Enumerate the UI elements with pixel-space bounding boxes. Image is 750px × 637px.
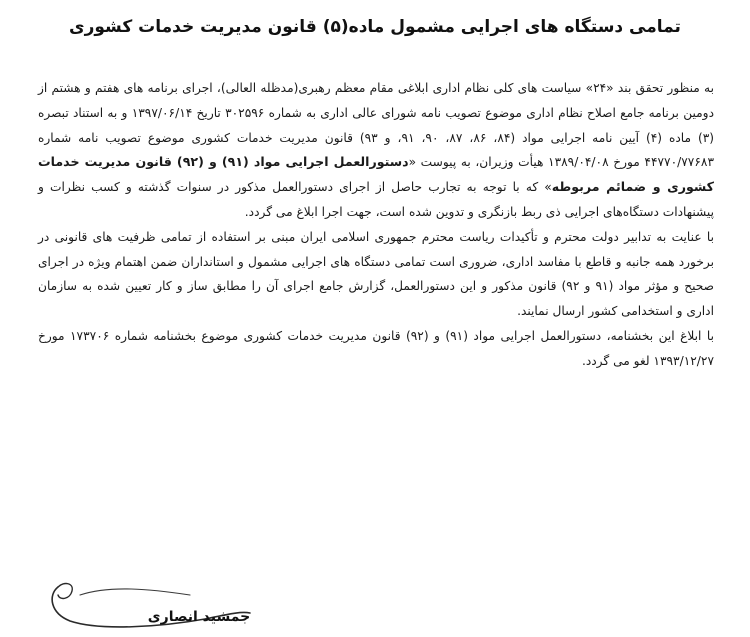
paragraph-2: با عنایت به تدابیر دولت محترم و تأکیدات ریاست محترم جمهوری اسلامی ایران مبنی بر استفاده از تمامی ظرفیت های قانونی در برخورد همه جانبه و قاطع با مفاسد اداری، ضروری است تمامی دستگاه های اجرایی مشمول و استانداران ضمن اهتمام ویژه در اجرای صحیح و مؤثر مواد (۹۱ و ۹۲) قانون مذکور و این دستورالعمل، گزارش جامع اجرای آن را مطابق ساز و کار تعیین شده به سازمان اداری و استخدامی کشور ارسال نمایند.	[38, 229, 714, 319]
paragraph-1-part-2: » که با توجه به تجارب حاصل از اجرای دستورالعمل مذکور در سنوات گذشته و کسب نظرات و پیشنهادات دستگاه‌های اجرایی ذی ربط بازنگری و تدوین شده است، جهت اجرا ابلاغ می گردد.	[38, 180, 714, 219]
instruction-title-bold: دستورالعمل اجرایی مواد (۹۱) و (۹۲) قانون مدیریت خدمات کشوری و ضمائم مربوطه	[38, 154, 714, 195]
signer-name: جمشید انصاری	[147, 609, 251, 625]
document-title: تمامی دستگاه های اجرایی مشمول ماده(۵) قانون مدیریت خدمات کشوری	[69, 17, 681, 37]
paragraph-1	[38, 76, 714, 225]
document-body	[38, 76, 714, 374]
paragraph-1-part-1: به منظور تحقق بند «۲۴» سیاست های کلی نظام اداری ابلاغی مقام معظم رهبری(مدظله العالی)، اجرای برنامه های هفتم و هشتم از دومین برنامه جامع اصلاح نظام اداری موضوع تصویب نامه شورای عالی اداری به شماره ۳۰۲۵۹۶ تاریخ ۱۳۹۷/۰۶/۱۴ و به استناد تبصره (۳) ماده (۴) آیین نامه اجرایی مواد (۸۴، ۸۶، ۸۷، ۹۰، ۹۱، و ۹۳) قانون مدیریت خدمات کشوری موضوع تصویب نامه شماره ۴۴۷۷۰/۷۷۶۸۳ مورخ ۱۳۸۹/۰۴/۰۸ هیأت وزیران، به پیوست «	[38, 81, 715, 170]
paragraph-3: با ابلاغ این بخشنامه، دستورالعمل اجرایی مواد (۹۱) و (۹۲) قانون مدیریت خدمات کشوری موضوع بخشنامه شماره ۱۷۳۷۰۶ مورخ ۱۳۹۳/۱۲/۲۷ لغو می گردد.	[38, 328, 714, 368]
